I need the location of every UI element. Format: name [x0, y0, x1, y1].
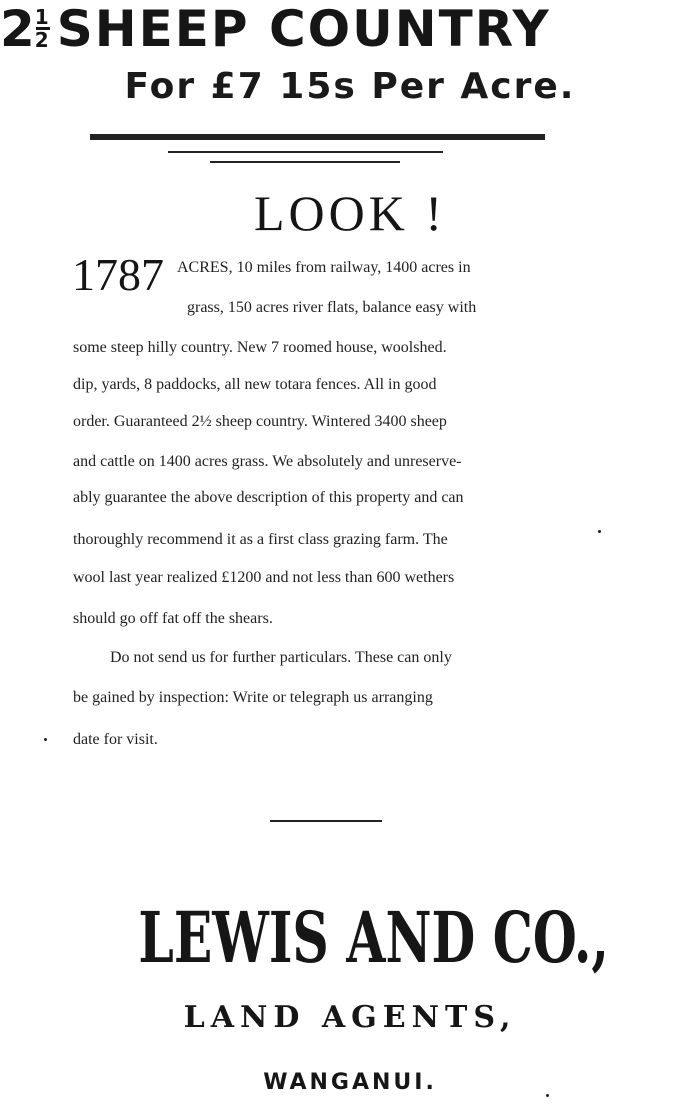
price-subtitle: For £7 15s Per Acre. [124, 66, 576, 107]
body-line: date for visit. [73, 731, 158, 748]
body-line: ably guarantee the above description of this property and can [73, 489, 464, 506]
fraction-denominator: 2 [34, 28, 51, 52]
body-line: some steep hilly country. New 7 roomed house, woolshed. [73, 339, 447, 356]
print-speck [546, 1094, 549, 1097]
section-divider [270, 820, 382, 822]
thin-rule-lower [210, 161, 400, 163]
headline-sheep-country [0, 0, 700, 58]
headline-fraction-whole: 2 [0, 0, 37, 58]
body-line: ACRES, 10 miles from railway, 1400 acres in [177, 259, 471, 276]
firm-name: LEWIS AND CO., [138, 896, 609, 979]
look-heading: LOOK ! [253, 185, 447, 241]
body-line: Do not send us for further particulars. These can only [110, 649, 452, 666]
body-line: order. Guaranteed 2½ sheep country. Wintered 3400 sheep [73, 413, 447, 430]
body-line: be gained by inspection: Write or telegraph us arranging [73, 689, 433, 706]
thin-rule-upper [168, 151, 443, 153]
body-line: thoroughly recommend it as a first class grazing farm. The [73, 531, 448, 548]
body-line: and cattle on 1400 acres grass. We absolutely and unreserve- [73, 453, 462, 470]
print-speck [598, 530, 601, 533]
fraction-numerator: 1 [34, 5, 51, 29]
body-line: grass, 150 acres river flats, balance easy with [187, 299, 477, 316]
firm-role: LAND AGENTS, [183, 1000, 517, 1035]
firm-town: WANGANUI. [263, 1070, 437, 1095]
print-speck [44, 738, 47, 741]
body-line: dip, yards, 8 paddocks, all new totara fences. All in good [73, 376, 437, 393]
acreage-number: 1787 [72, 249, 164, 300]
headline-fraction [35, 7, 51, 50]
body-line: should go off fat off the shears. [73, 610, 273, 627]
headline-title: SHEEP COUNTRY [56, 0, 551, 58]
thick-rule [90, 134, 545, 140]
body-line: wool last year realized £1200 and not less than 600 wethers [73, 569, 455, 586]
